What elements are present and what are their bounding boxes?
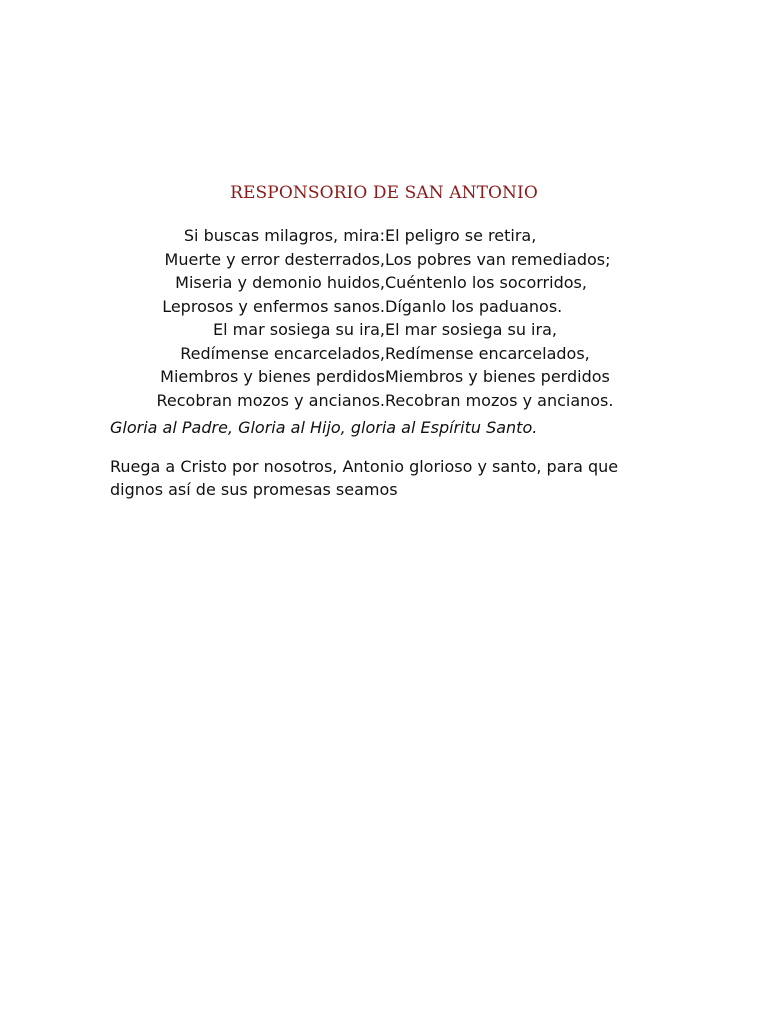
verse-left: Recobran mozos y ancianos. xyxy=(156,390,385,410)
gloria-line: Gloria al Padre, Gloria al Hijo, gloria al Espíritu Santo. xyxy=(110,418,538,437)
document-title: RESPONSORIO DE SAN ANTONIO xyxy=(230,183,538,203)
verse-right: Recobran mozos y ancianos. xyxy=(385,390,614,410)
verse-line xyxy=(0,248,768,272)
verse-line xyxy=(0,365,768,389)
ruega-paragraph: Ruega a Cristo por nosotros, Antonio glorioso y santo, para que dignos así de sus promesas seamos xyxy=(110,457,619,499)
verse-right: Los pobres van remediados; xyxy=(385,249,611,269)
verse-left: Muerte y error desterrados, xyxy=(164,249,385,269)
verse-left: Miembros y bienes perdidos xyxy=(160,367,385,386)
verse-right: El mar sosiega su ira, xyxy=(385,320,557,339)
verse-right: Redímense encarcelados, xyxy=(385,343,590,363)
verse-left: Leprosos y enfermos sanos. xyxy=(162,296,385,316)
verse-right: Díganlo los paduanos. xyxy=(385,296,563,316)
verse-line xyxy=(0,295,768,319)
stanza-2 xyxy=(0,318,768,412)
verse-line xyxy=(0,224,768,248)
verse-right: Miembros y bienes perdidos xyxy=(385,367,610,386)
verse-line xyxy=(0,271,768,295)
verse-left: Redímense encarcelados, xyxy=(180,343,385,363)
verse-line xyxy=(0,389,768,413)
verse-left: Si buscas milagros, mira: xyxy=(183,226,385,245)
stanza-1 xyxy=(0,224,768,318)
verse-left: El mar sosiega su ira, xyxy=(213,320,385,339)
verse-right: Cuéntenlo los socorridos, xyxy=(385,273,587,292)
verse-line xyxy=(0,342,768,366)
verse-left: Miseria y demonio huidos, xyxy=(175,273,385,292)
verse-right: El peligro se retira, xyxy=(385,226,537,245)
verse-line xyxy=(0,318,768,342)
